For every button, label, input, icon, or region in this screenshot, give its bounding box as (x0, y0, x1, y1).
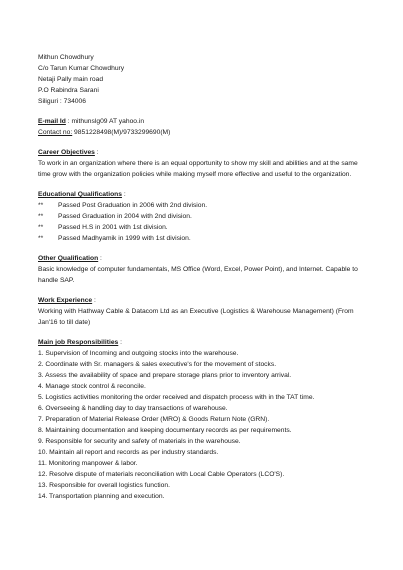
bullet-mark: ** (38, 224, 44, 231)
spacer (38, 244, 368, 253)
email-row (38, 116, 368, 127)
responsibility-item: 1. Supervision of Incoming and outgoing stocks into the warehouse. (38, 350, 239, 357)
responsibility-item: 14. Transportation planning and execution. (38, 493, 165, 500)
spacer (38, 180, 368, 189)
education-item (38, 200, 368, 211)
heading-colon: : (118, 339, 122, 346)
career-heading-row (38, 147, 368, 158)
education-item (38, 211, 368, 222)
education-item-text: Passed H.S in 2001 with 1st division. (58, 224, 168, 231)
bullet-mark: ** (38, 235, 44, 242)
heading-colon: : (121, 191, 126, 198)
candidate-name: Mithun Chowdhury (38, 54, 94, 61)
education-heading: Educational Qualifications (38, 191, 122, 198)
career-heading: Career Objectives (38, 149, 95, 156)
responsibility-item: 11. Monitoring manpower & labor. (38, 460, 138, 467)
responsibility-item: 7. Preparation of Material Release Order (MRO) & Goods Return Note (GRN). (38, 416, 270, 423)
responsibilities-heading-row (38, 337, 368, 348)
responsibility-item: 12. Resolve dispute of materials reconciliation with Local Cable Operators (LCO'S). (38, 471, 285, 478)
address-line-2: P.O Rabindra Sarani (38, 87, 99, 94)
education-item-text: Passed Graduation in 2004 with 2nd division. (58, 213, 192, 220)
address-line-3: Siliguri : 734006 (38, 98, 86, 105)
responsibility-item: 4. Manage stock control & reconcile. (38, 383, 146, 390)
education-item (38, 222, 368, 233)
email-value: : mithunslg09 AT yahoo.in (65, 118, 145, 125)
bullet-mark: ** (38, 202, 44, 209)
experience-heading-row (38, 295, 368, 306)
experience-heading: Work Experience (38, 297, 93, 304)
education-item-text: Passed Post Graduation in 2006 with 2nd division. (58, 202, 208, 209)
responsibility-item: 8. Maintaining documentation and keeping documentary records as per requirements. (38, 427, 292, 434)
responsibility-item: 5. Logistics activities monitoring the order received and dispatch process with in the TAT time. (38, 394, 315, 401)
other-heading-row (38, 253, 368, 264)
resume-content (38, 52, 368, 502)
education-heading-row (38, 189, 368, 200)
education-item-text: Passed Madhyamik in 1999 with 1st division. (58, 235, 191, 242)
phone-label: Contact no: (38, 129, 73, 136)
spacer (38, 107, 368, 116)
spacer (38, 328, 368, 337)
spacer (38, 138, 368, 147)
responsibility-item: 10. Maintain all report and records as per industry standards. (38, 449, 219, 456)
experience-text: Working with Hathway Cable & Datacom Ltd as an Executive (Logistics & Warehouse Management) (From Jan'16 to till date) (38, 308, 354, 326)
responsibility-item: 3. Assess the availability of space and prepare storage plans prior to inventory arrival. (38, 372, 292, 379)
address-care-of: C/o Tarun Kumar Chowdhury (38, 65, 125, 72)
education-item (38, 233, 368, 244)
heading-colon: : (94, 149, 99, 156)
responsibility-item: 6. Overseeing & handling day to day transactions of warehouse. (38, 405, 228, 412)
phone-value: 9851228498(M)/9733299690(M) (72, 129, 171, 136)
responsibility-item: 2. Coordinate with Sr. managers & sales executive's for the movement of stocks. (38, 361, 277, 368)
responsibility-item: 9. Responsible for security and safety of materials in the warehouse. (38, 438, 241, 445)
other-text: Basic knowledge of computer fundamentals, MS Office (Word, Excel, Power Point), and Internet. Capable to handle SAP. (38, 266, 358, 284)
career-text: To work in an organization where there is an equal opportunity to show my skill and abilities and at the same time grow with the organization policies while making myself more effective and useful to the organization. (38, 160, 358, 178)
email-label: E-mail Id (38, 118, 66, 125)
other-heading: Other Qualification (38, 255, 99, 262)
responsibility-item: 13. Responsible for overall logistics function. (38, 482, 170, 489)
spacer (38, 286, 368, 295)
heading-colon: : (92, 297, 96, 304)
bullet-mark: ** (38, 213, 44, 220)
responsibilities-heading: Main job Responsibilities (38, 339, 119, 346)
address-line-1: Netaji Pally main road (38, 76, 104, 83)
phone-row (38, 127, 368, 138)
heading-colon: : (98, 255, 102, 262)
